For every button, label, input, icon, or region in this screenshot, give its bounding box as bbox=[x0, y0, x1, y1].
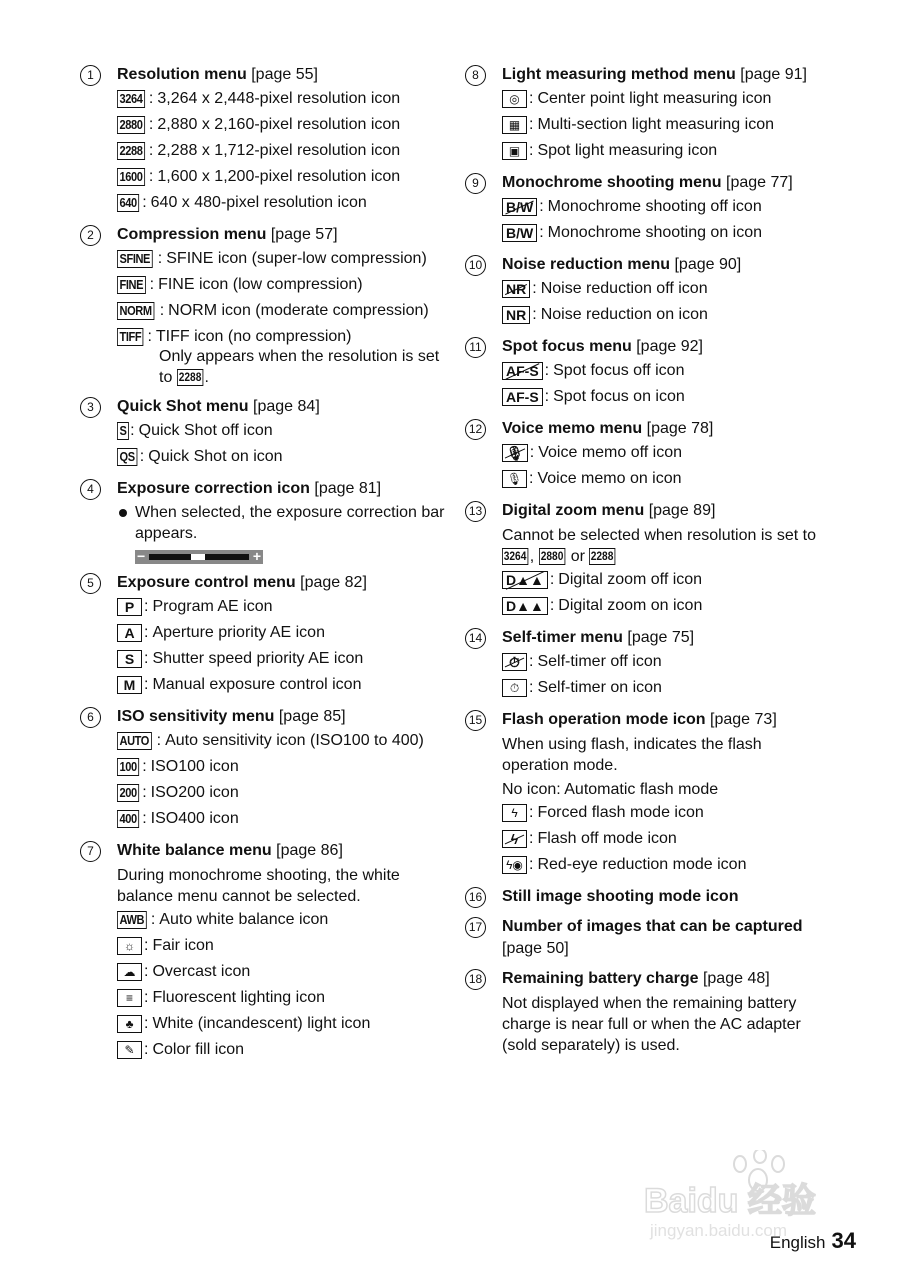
item-text: FINE icon (low compression) bbox=[158, 276, 363, 293]
colon: : bbox=[159, 302, 165, 319]
colon: : bbox=[147, 328, 152, 345]
menu-item bbox=[117, 728, 450, 754]
colon: : bbox=[142, 784, 147, 801]
colon: : bbox=[144, 989, 149, 1006]
colon: : bbox=[130, 422, 135, 439]
section-note: When using flash, indicates the flash operation mode. bbox=[502, 736, 762, 774]
menu-icon: AWB bbox=[117, 911, 147, 929]
colon: : bbox=[529, 116, 534, 133]
item-text: Quick Shot on icon bbox=[148, 448, 283, 465]
menu-item bbox=[117, 959, 450, 985]
bullet-text: When selected, the exposure correction bar appears. bbox=[135, 504, 445, 542]
section-heading bbox=[117, 478, 450, 500]
menu-icon: ✎ bbox=[117, 1041, 142, 1059]
colon: : bbox=[142, 810, 147, 827]
menu-item bbox=[117, 444, 450, 470]
footer-language: English bbox=[769, 1233, 826, 1252]
colon: : bbox=[144, 1041, 149, 1058]
plus-icon: + bbox=[252, 548, 261, 564]
section-number: 5 bbox=[80, 573, 101, 594]
tiff-note-end: . bbox=[204, 369, 209, 386]
colon: : bbox=[156, 732, 162, 749]
item-text: Multi-section light measuring icon bbox=[537, 116, 774, 133]
section-heading bbox=[502, 336, 825, 358]
menu-icon: AUTO bbox=[117, 732, 152, 750]
colon: : bbox=[549, 571, 555, 588]
menu-item bbox=[502, 567, 825, 593]
section-18 bbox=[465, 968, 825, 1056]
menu-icon: 🎙 bbox=[502, 470, 527, 488]
colon: : bbox=[529, 90, 534, 107]
menu-icon: 100 bbox=[117, 758, 139, 776]
section-title: Exposure correction icon bbox=[117, 480, 310, 497]
page-reference: [page 73] bbox=[710, 711, 777, 728]
menu-icon: S bbox=[117, 422, 129, 440]
colon: : bbox=[144, 963, 149, 980]
section-title: Number of images that can be captured bbox=[502, 918, 803, 935]
section-heading bbox=[117, 572, 450, 594]
section-note: Not displayed when the remaining battery charge is near full or when the AC adapter (sold separately) is used. bbox=[502, 995, 801, 1054]
menu-icon: 3264 bbox=[117, 90, 145, 108]
menu-icon: AF-S bbox=[502, 362, 543, 380]
colon: : bbox=[157, 250, 163, 267]
colon: : bbox=[144, 937, 149, 954]
menu-item bbox=[117, 298, 450, 324]
menu-icon: S bbox=[117, 650, 142, 668]
menu-item bbox=[117, 620, 450, 646]
menu-item bbox=[117, 780, 450, 806]
page-reference: [page 86] bbox=[276, 842, 343, 859]
section-number: 2 bbox=[80, 225, 101, 246]
colon: : bbox=[144, 624, 149, 641]
resolution-icon: 2880 bbox=[540, 549, 563, 564]
page-reference: [page 78] bbox=[646, 420, 714, 437]
colon: : bbox=[529, 142, 534, 159]
menu-item bbox=[117, 907, 450, 933]
page-reference: [page 89] bbox=[648, 502, 716, 519]
item-text: Shutter speed priority AE icon bbox=[152, 650, 364, 667]
item-text: Spot focus on icon bbox=[553, 388, 685, 405]
section-note: During monochrome shooting, the white balance menu cannot be selected. bbox=[117, 867, 400, 905]
menu-icon: ≡ bbox=[117, 989, 142, 1007]
menu-icon: A bbox=[117, 624, 142, 642]
menu-icon: ☁ bbox=[117, 963, 142, 981]
section-number: 18 bbox=[465, 969, 486, 990]
menu-item bbox=[117, 190, 450, 216]
section-number: 10 bbox=[465, 255, 486, 276]
menu-item bbox=[117, 272, 450, 298]
item-text: Monochrome shooting off icon bbox=[547, 198, 762, 215]
section-title: Digital zoom menu bbox=[502, 502, 645, 519]
section-number: 3 bbox=[80, 397, 101, 418]
menu-item bbox=[502, 593, 825, 619]
item-text: Quick Shot off icon bbox=[138, 422, 273, 439]
section-number: 15 bbox=[465, 710, 486, 731]
section-number: 13 bbox=[465, 501, 486, 522]
menu-icon: 1600 bbox=[117, 168, 145, 186]
exposure-thumb bbox=[191, 554, 205, 560]
menu-icon: NORM bbox=[117, 302, 154, 320]
colon: : bbox=[148, 168, 154, 185]
section-heading bbox=[502, 254, 825, 276]
tiff-note-text: Only appears when the resolution is set to bbox=[159, 348, 440, 386]
section-13 bbox=[465, 500, 825, 619]
colon: : bbox=[532, 280, 537, 297]
page-reference: [page 85] bbox=[278, 708, 346, 725]
menu-icon: B/W bbox=[502, 224, 537, 242]
section-4 bbox=[80, 478, 450, 564]
menu-icon: 640 bbox=[117, 194, 139, 212]
item-text: Monochrome shooting on icon bbox=[547, 224, 763, 241]
item-text: Flash off mode icon bbox=[537, 830, 677, 847]
section-2 bbox=[80, 224, 450, 388]
menu-icon: M bbox=[117, 676, 142, 694]
section-title: Self-timer menu bbox=[502, 629, 623, 646]
section-10 bbox=[465, 254, 825, 328]
colon: : bbox=[148, 116, 154, 133]
page-reference: [page 48] bbox=[702, 970, 770, 987]
colon: : bbox=[139, 448, 145, 465]
page-reference: [page 77] bbox=[726, 174, 793, 191]
page-reference: [page 75] bbox=[627, 629, 695, 646]
colon: : bbox=[529, 653, 534, 670]
section-heading bbox=[117, 224, 450, 246]
colon: : bbox=[144, 676, 149, 693]
section-title: White balance menu bbox=[117, 842, 272, 859]
item-text: 640 x 480-pixel resolution icon bbox=[150, 194, 367, 211]
colon: : bbox=[148, 142, 154, 159]
item-text: Center point light measuring icon bbox=[537, 90, 772, 107]
colon: : bbox=[529, 679, 534, 696]
item-text: ISO400 icon bbox=[150, 810, 239, 827]
colon: : bbox=[148, 90, 154, 107]
item-text: Digital zoom off icon bbox=[558, 571, 703, 588]
menu-icon: ☼ bbox=[117, 937, 142, 955]
item-text: Digital zoom on icon bbox=[558, 597, 703, 614]
menu-icon: 400 bbox=[117, 810, 139, 828]
section-heading bbox=[502, 172, 825, 194]
colon: : bbox=[539, 198, 544, 215]
menu-item bbox=[117, 594, 450, 620]
menu-icon: ϟ bbox=[502, 830, 527, 848]
section-title: Quick Shot menu bbox=[117, 398, 249, 415]
menu-icon: 🎙 bbox=[502, 444, 528, 462]
section-1 bbox=[80, 64, 450, 216]
colon: : bbox=[144, 650, 149, 667]
watermark-url: jingyan.baidu.com bbox=[650, 1221, 788, 1240]
section-title: Spot focus menu bbox=[502, 338, 632, 355]
menu-item bbox=[502, 466, 825, 492]
section-title: ISO sensitivity menu bbox=[117, 708, 275, 725]
page-reference: [page 81] bbox=[314, 480, 382, 497]
section-heading bbox=[502, 886, 825, 908]
section-8 bbox=[465, 64, 825, 164]
section-heading bbox=[502, 627, 825, 649]
item-text: Noise reduction on icon bbox=[540, 306, 708, 323]
menu-item bbox=[502, 384, 825, 410]
menu-icon: ▦ bbox=[502, 116, 527, 134]
menu-item bbox=[502, 826, 825, 852]
page-reference: [page 50] bbox=[502, 940, 569, 957]
menu-item bbox=[502, 675, 825, 701]
menu-item bbox=[117, 112, 450, 138]
section-number: 6 bbox=[80, 707, 101, 728]
colon: : bbox=[539, 224, 544, 241]
section-6 bbox=[80, 706, 450, 832]
item-text: 2,880 x 2,160-pixel resolution icon bbox=[157, 116, 401, 133]
page-reference: [page 57] bbox=[270, 226, 338, 243]
menu-icon: 2880 bbox=[117, 116, 145, 134]
menu-icon: FINE bbox=[117, 276, 146, 294]
page-number: 34 bbox=[831, 1228, 856, 1253]
colon: : bbox=[544, 388, 550, 405]
item-text: Spot light measuring icon bbox=[537, 142, 718, 159]
section-14 bbox=[465, 627, 825, 701]
section-number: 4 bbox=[80, 479, 101, 500]
menu-icon: AF-S bbox=[502, 388, 543, 406]
separator: , bbox=[529, 548, 539, 565]
description-text: Cannot be selected when resolution is set to bbox=[502, 527, 816, 544]
section-number: 1 bbox=[80, 65, 101, 86]
section-number: 9 bbox=[465, 173, 486, 194]
section-12 bbox=[465, 418, 825, 492]
menu-item bbox=[502, 852, 825, 878]
menu-item bbox=[117, 985, 450, 1011]
colon: : bbox=[529, 804, 534, 821]
section-9 bbox=[465, 172, 825, 246]
section-title: Light measuring method menu bbox=[502, 66, 736, 83]
section-heading bbox=[117, 840, 450, 862]
item-text: Overcast icon bbox=[152, 963, 251, 980]
menu-icon: NR bbox=[502, 280, 530, 298]
colon: : bbox=[532, 306, 537, 323]
menu-icon: D▲▲ bbox=[502, 571, 548, 589]
colon: : bbox=[549, 597, 555, 614]
menu-icon: ⏱ bbox=[502, 653, 527, 671]
menu-icon: ⏱ bbox=[502, 679, 527, 697]
section-5 bbox=[80, 572, 450, 698]
menu-icon: NR bbox=[502, 306, 530, 324]
colon: : bbox=[142, 194, 147, 211]
watermark-brand: Baidu 经验 bbox=[644, 1182, 816, 1220]
menu-item bbox=[502, 194, 825, 220]
section-11 bbox=[465, 336, 825, 410]
menu-icon: TIFF bbox=[117, 328, 144, 346]
item-text: TIFF icon (no compression) bbox=[155, 328, 352, 345]
menu-icon: 2288 bbox=[117, 142, 145, 160]
menu-item bbox=[502, 86, 825, 112]
item-text: Color fill icon bbox=[152, 1041, 245, 1058]
section-title: Flash operation mode icon bbox=[502, 711, 706, 728]
section-heading bbox=[502, 709, 825, 731]
section-title: Compression menu bbox=[117, 226, 267, 243]
minus-icon: − bbox=[137, 548, 146, 564]
menu-item bbox=[502, 112, 825, 138]
item-text: Voice memo off icon bbox=[538, 444, 683, 461]
section-17 bbox=[465, 916, 825, 960]
menu-item bbox=[117, 672, 450, 698]
menu-item bbox=[502, 440, 825, 466]
menu-item bbox=[502, 800, 825, 826]
section-number: 11 bbox=[465, 337, 486, 358]
colon: : bbox=[529, 830, 534, 847]
menu-icon: ▣ bbox=[502, 142, 527, 160]
section-16 bbox=[465, 886, 825, 908]
section-heading bbox=[502, 500, 825, 522]
menu-item bbox=[117, 138, 450, 164]
left-column bbox=[80, 64, 450, 1071]
menu-item bbox=[502, 649, 825, 675]
menu-icon: ♣ bbox=[117, 1015, 142, 1033]
section-heading bbox=[502, 418, 825, 440]
section-number: 14 bbox=[465, 628, 486, 649]
item-text: 2,288 x 1,712-pixel resolution icon bbox=[157, 142, 401, 159]
page-reference: [page 91] bbox=[740, 66, 807, 83]
section-heading bbox=[502, 64, 825, 86]
colon: : bbox=[149, 276, 155, 293]
item-text: ISO200 icon bbox=[150, 784, 239, 801]
section-title: Remaining battery charge bbox=[502, 970, 699, 987]
colon: : bbox=[529, 470, 534, 487]
item-text: Aperture priority AE icon bbox=[152, 624, 325, 641]
section-7 bbox=[80, 840, 450, 1063]
item-text: ISO100 icon bbox=[150, 758, 239, 775]
section-description bbox=[502, 525, 825, 567]
item-text: 1,600 x 1,200-pixel resolution icon bbox=[157, 168, 401, 185]
menu-icon: SFINE bbox=[117, 250, 153, 268]
item-text: Program AE icon bbox=[152, 598, 273, 615]
section-number: 17 bbox=[465, 917, 486, 938]
separator: or bbox=[570, 548, 585, 565]
menu-item bbox=[502, 302, 825, 328]
menu-item bbox=[502, 138, 825, 164]
baidu-watermark bbox=[640, 1150, 870, 1240]
bullet-note bbox=[117, 502, 450, 544]
item-text: Noise reduction off icon bbox=[540, 280, 708, 297]
item-text: NORM icon (moderate compression) bbox=[168, 302, 429, 319]
section-number: 16 bbox=[465, 887, 486, 908]
item-text: Fair icon bbox=[152, 937, 214, 954]
item-text: Auto white balance icon bbox=[159, 911, 329, 928]
colon: : bbox=[529, 444, 535, 461]
menu-item bbox=[117, 164, 450, 190]
section-title: Resolution menu bbox=[117, 66, 247, 83]
item-text: Self-timer on icon bbox=[537, 679, 662, 696]
colon: : bbox=[142, 758, 147, 775]
page-reference: [page 90] bbox=[674, 256, 742, 273]
menu-item bbox=[117, 86, 450, 112]
colon: : bbox=[529, 856, 534, 873]
section-number: 12 bbox=[465, 419, 486, 440]
menu-icon: 200 bbox=[117, 784, 139, 802]
colon: : bbox=[150, 911, 156, 928]
menu-item bbox=[117, 1011, 450, 1037]
menu-item bbox=[117, 418, 450, 444]
menu-icon: ϟ bbox=[502, 804, 527, 822]
menu-item bbox=[117, 933, 450, 959]
page-reference: [page 84] bbox=[253, 398, 320, 415]
section-title: Monochrome shooting menu bbox=[502, 174, 722, 191]
menu-item bbox=[117, 246, 450, 272]
page-reference: [page 55] bbox=[251, 66, 318, 83]
section-title: Exposure control menu bbox=[117, 574, 296, 591]
colon: : bbox=[144, 598, 149, 615]
section-15 bbox=[465, 709, 825, 878]
item-text: SFINE icon (super-low compression) bbox=[166, 250, 427, 267]
resolution-icon: 2288 bbox=[591, 549, 614, 564]
right-column bbox=[465, 64, 825, 1064]
colon: : bbox=[544, 362, 550, 379]
section-note: No icon: Automatic flash mode bbox=[502, 781, 719, 798]
tiff-note bbox=[117, 346, 450, 388]
menu-item bbox=[117, 646, 450, 672]
section-heading bbox=[502, 968, 825, 990]
menu-icon: ◎ bbox=[502, 90, 527, 108]
menu-item bbox=[117, 806, 450, 832]
item-text: Self-timer off icon bbox=[537, 653, 662, 670]
section-title: Noise reduction menu bbox=[502, 256, 671, 273]
section-number: 8 bbox=[465, 65, 486, 86]
item-text: Manual exposure control icon bbox=[152, 676, 362, 693]
menu-item bbox=[117, 754, 450, 780]
section-heading bbox=[117, 706, 450, 728]
item-text: White (incandescent) light icon bbox=[152, 1015, 371, 1032]
item-text: Spot focus off icon bbox=[553, 362, 685, 379]
menu-icon: D▲▲ bbox=[502, 597, 548, 615]
section-title: Voice memo menu bbox=[502, 420, 643, 437]
section-number: 7 bbox=[80, 841, 101, 862]
menu-icon: QS bbox=[117, 448, 137, 466]
item-text: Red-eye reduction mode icon bbox=[537, 856, 747, 873]
colon: : bbox=[144, 1015, 149, 1032]
section-title: Still image shooting mode icon bbox=[502, 888, 739, 905]
section-heading bbox=[502, 916, 825, 960]
item-text: Voice memo on icon bbox=[537, 470, 682, 487]
menu-item bbox=[502, 220, 825, 246]
section-3 bbox=[80, 396, 450, 470]
menu-icon: P bbox=[117, 598, 142, 616]
item-text: Fluorescent lighting icon bbox=[152, 989, 325, 1006]
menu-icon: ϟ◉ bbox=[502, 856, 527, 874]
item-text: Auto sensitivity icon (ISO100 to 400) bbox=[165, 732, 424, 749]
section-heading bbox=[117, 64, 450, 86]
item-text: Forced flash mode icon bbox=[537, 804, 704, 821]
exposure-correction-bar bbox=[135, 550, 263, 564]
menu-item bbox=[502, 276, 825, 302]
page-reference: [page 82] bbox=[300, 574, 367, 591]
menu-item bbox=[502, 358, 825, 384]
menu-item bbox=[117, 1037, 450, 1063]
page-reference: [page 92] bbox=[636, 338, 703, 355]
bullet-icon bbox=[119, 509, 127, 517]
item-text: 3,264 x 2,448-pixel resolution icon bbox=[157, 90, 401, 107]
section-heading bbox=[117, 396, 450, 418]
resolution-icon: 3264 bbox=[503, 549, 527, 564]
resolution-icon: 2288 bbox=[178, 370, 202, 385]
menu-icon: B/W bbox=[502, 198, 537, 216]
